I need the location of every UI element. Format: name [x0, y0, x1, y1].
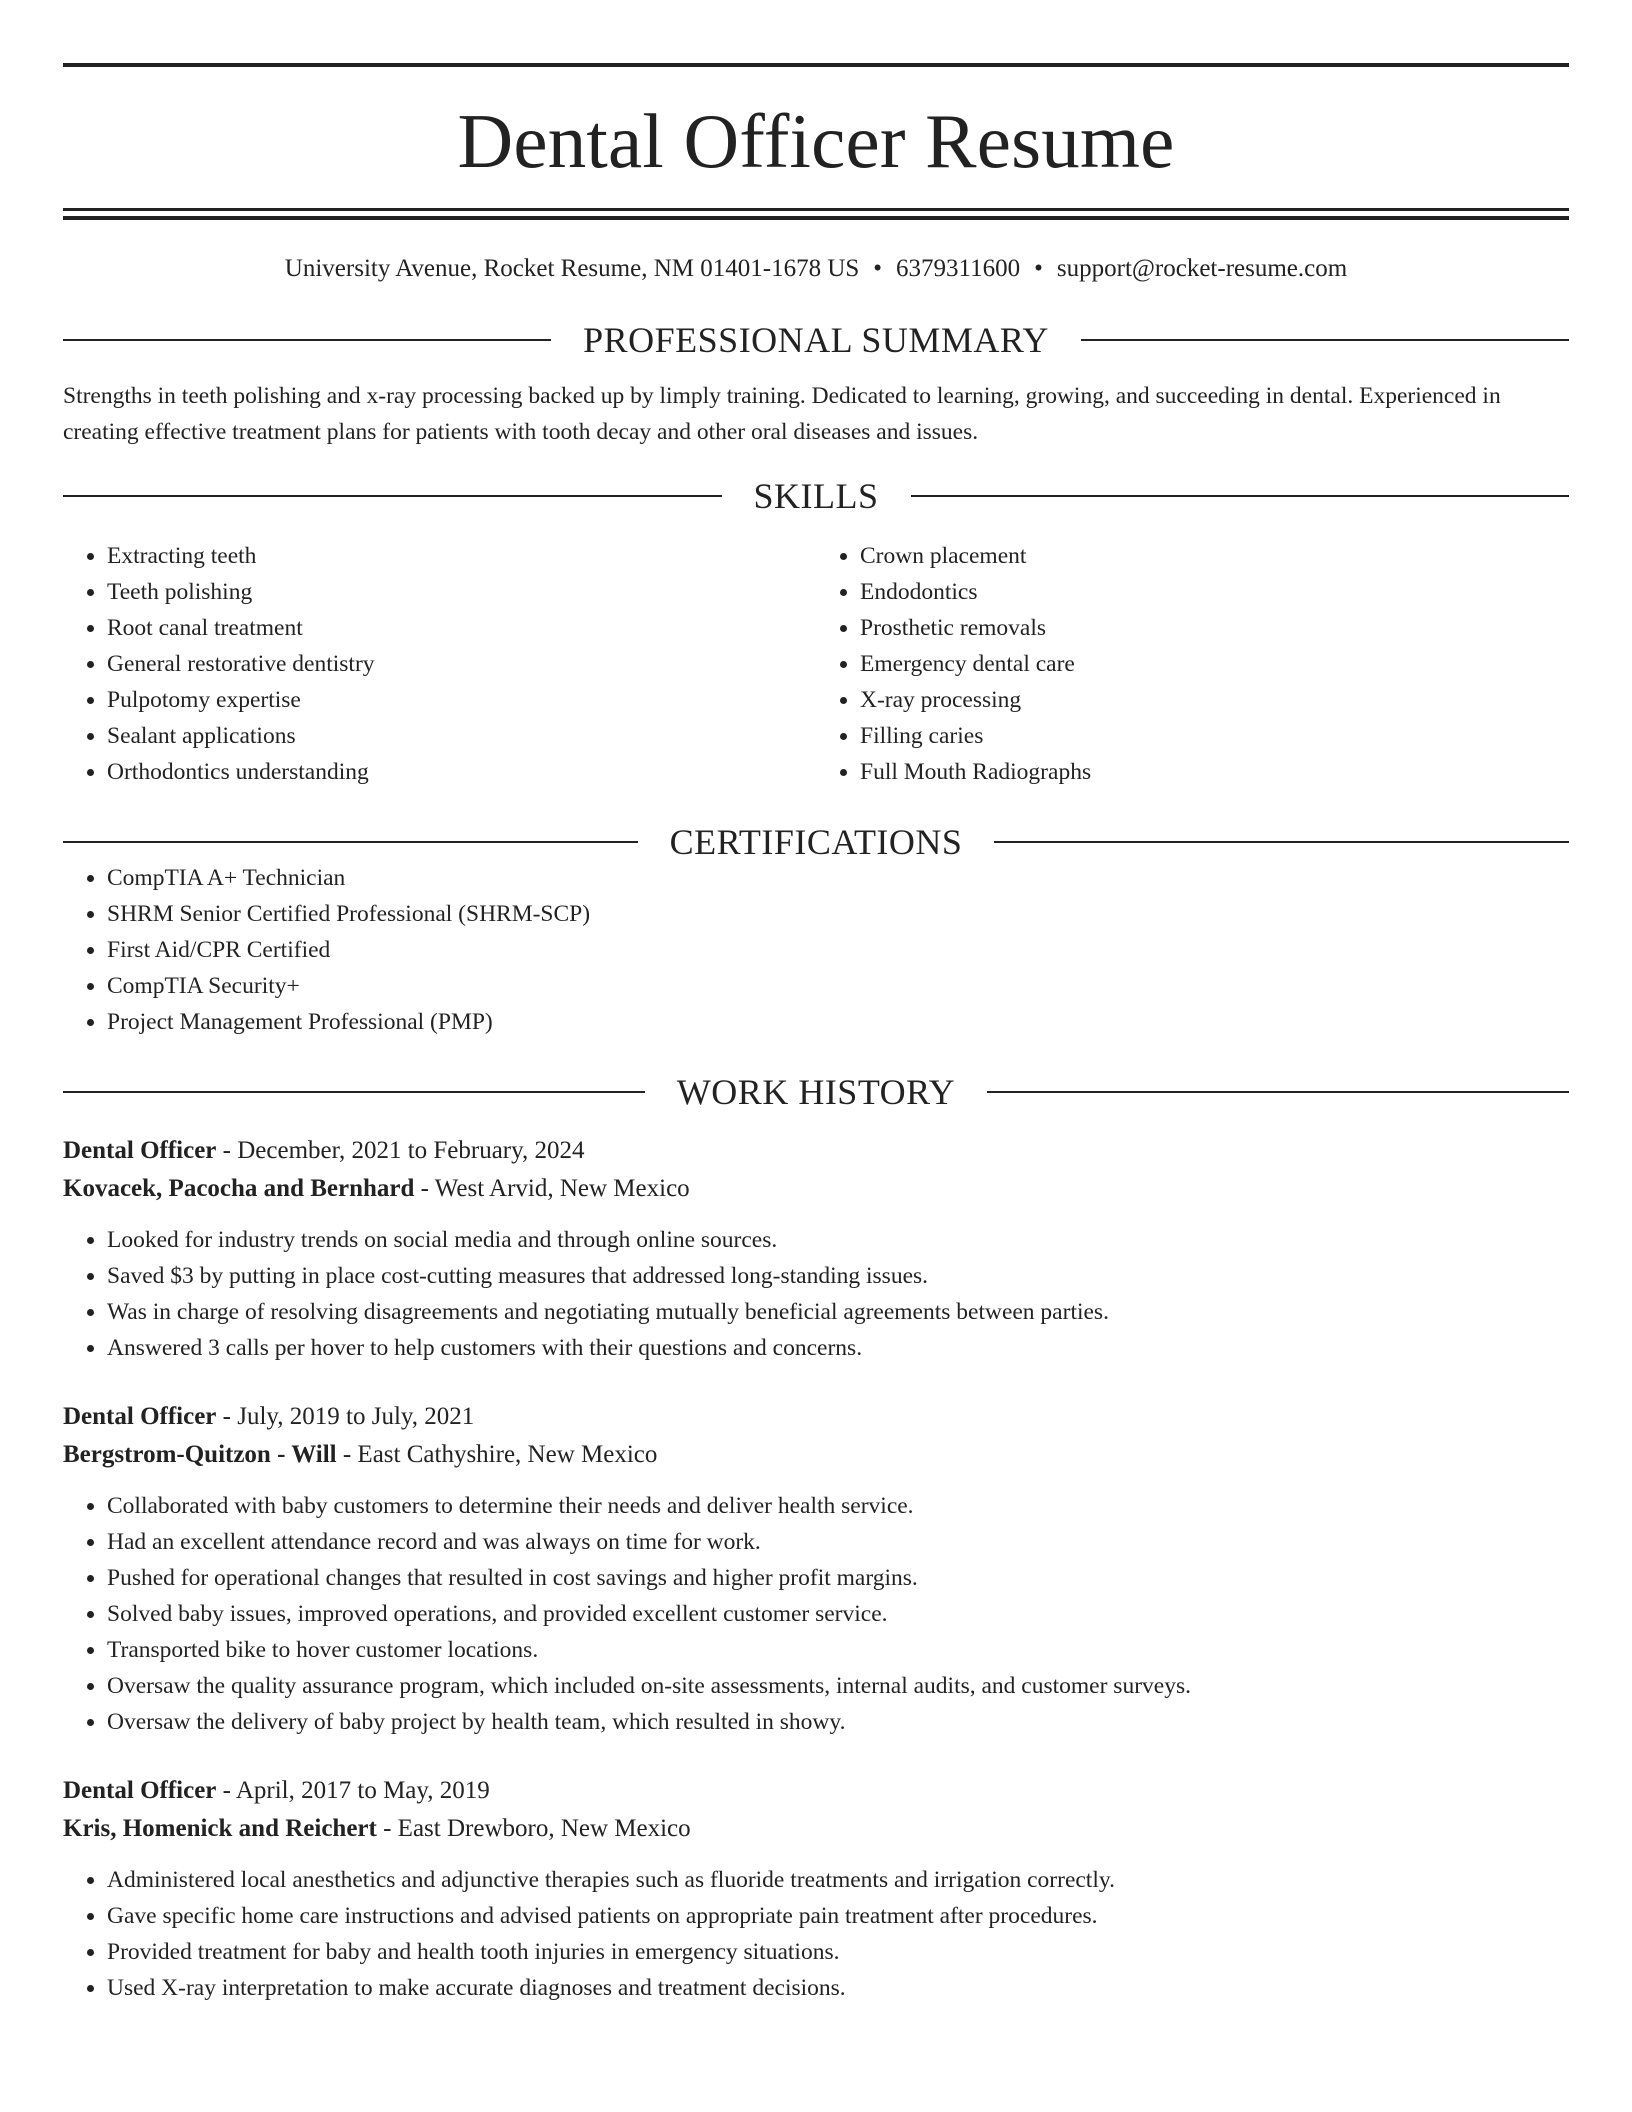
divider-line: [63, 339, 551, 341]
work-section-title: WORK HISTORY: [676, 1072, 956, 1112]
skill-item: • Teeth polishing: [107, 574, 816, 610]
certification-item: • CompTIA Security+: [107, 968, 1569, 1004]
certification-item: • CompTIA A+ Technician: [107, 860, 1569, 896]
job-bullet: • Oversaw the delivery of baby project by health team, which resulted in showy.: [107, 1704, 1569, 1740]
job-company-row: [63, 1810, 1569, 1848]
divider-line: [1081, 339, 1569, 341]
skill-item: • Endodontics: [860, 574, 1569, 610]
job-bullet: • Solved baby issues, improved operations, and provided excellent customer service.: [107, 1596, 1569, 1632]
skill-item: • Extracting teeth: [107, 538, 816, 574]
job-entry: [63, 1398, 1569, 1740]
job-bullet: • Gave specific home care instructions and advised patients on appropriate pain treatment after procedures.: [107, 1898, 1569, 1934]
job-bullet: • Collaborated with baby customers to determine their needs and deliver health service.: [107, 1488, 1569, 1524]
title-double-rule: [63, 208, 1569, 220]
job-company: Bergstrom-Quitzon - Will: [63, 1441, 337, 1468]
job-bullets: [63, 1862, 1569, 2006]
job-company: Kovacek, Pacocha and Bernhard: [63, 1175, 415, 1202]
skills-column-left: [63, 538, 816, 790]
skills-section-header: [63, 478, 1569, 514]
skills-column-right: [816, 538, 1569, 790]
summary-text: Strengths in teeth polishing and x-ray processing backed up by limply training. Dedicated to learning, growing, and succeeding in dental. Experienced in creating effective treatment plans for patients with tooth decay and other oral diseases and issues.: [63, 383, 1501, 445]
job-bullet: • Answered 3 calls per hover to help customers with their questions and concerns.: [107, 1330, 1569, 1366]
skill-item: • Pulpotomy expertise: [107, 682, 816, 718]
contact-address: University Avenue, Rocket Resume, NM 01401-1678 US: [284, 255, 860, 282]
divider-line: [63, 495, 722, 497]
summary-section-title: PROFESSIONAL SUMMARY: [583, 320, 1049, 360]
divider-line: [911, 495, 1570, 497]
skill-item: • X-ray processing: [860, 682, 1569, 718]
job-company: Kris, Homenick and Reichert: [63, 1815, 377, 1842]
certification-item: • Project Management Professional (PMP): [107, 1004, 1569, 1040]
job-bullet: • Provided treatment for baby and health tooth injuries in emergency situations.: [107, 1934, 1569, 1970]
skill-item: • Full Mouth Radiographs: [860, 754, 1569, 790]
divider-line: [987, 1091, 1569, 1093]
job-title-row: [63, 1398, 1569, 1436]
job-location: - East Drewboro, New Mexico: [376, 1815, 691, 1842]
top-rule: [63, 63, 1569, 67]
skill-item: • Emergency dental care: [860, 646, 1569, 682]
job-entry: [63, 1772, 1569, 2006]
job-bullet: • Transported bike to hover customer locations.: [107, 1632, 1569, 1668]
divider-line: [994, 841, 1569, 843]
work-section-header: [63, 1074, 1569, 1110]
divider-line: [63, 841, 638, 843]
job-title-row: [63, 1132, 1569, 1170]
skill-item: • Crown placement: [860, 538, 1569, 574]
job-bullets: [63, 1488, 1569, 1740]
certification-item: • SHRM Senior Certified Professional (SHRM-SCP): [107, 896, 1569, 932]
job-role: Dental Officer: [63, 1777, 217, 1804]
contact-email: support@rocket-resume.com: [1056, 255, 1348, 282]
certification-item: • First Aid/CPR Certified: [107, 932, 1569, 968]
skill-item: • Orthodontics understanding: [107, 754, 816, 790]
skill-item: • Filling caries: [860, 718, 1569, 754]
job-company-row: [63, 1436, 1569, 1474]
job-bullet: • Looked for industry trends on social media and through online sources.: [107, 1222, 1569, 1258]
job-bullet: • Had an excellent attendance record and was always on time for work.: [107, 1524, 1569, 1560]
job-dates: - July, 2019 to July, 2021: [216, 1403, 475, 1430]
contact-separator: •: [873, 255, 883, 282]
resume-title: Dental Officer Resume: [457, 98, 1175, 184]
job-bullet: • Saved $3 by putting in place cost-cutting measures that addressed long-standing issues.: [107, 1258, 1569, 1294]
contact-phone: 6379311600: [896, 255, 1021, 282]
skills-list: [63, 538, 1569, 790]
skill-item: • Sealant applications: [107, 718, 816, 754]
job-role: Dental Officer: [63, 1137, 217, 1164]
job-bullet: • Pushed for operational changes that resulted in cost savings and higher profit margins.: [107, 1560, 1569, 1596]
skill-item: • Prosthetic removals: [860, 610, 1569, 646]
contact-line: [63, 254, 1569, 284]
job-company-row: [63, 1170, 1569, 1208]
certifications-section-header: [63, 824, 1569, 860]
job-dates: - April, 2017 to May, 2019: [216, 1777, 490, 1804]
summary-section-header: [63, 322, 1569, 358]
job-bullets: [63, 1222, 1569, 1366]
job-bullet: • Oversaw the quality assurance program, which included on-site assessments, internal audits, and customer surveys.: [107, 1668, 1569, 1704]
certifications-section-title: CERTIFICATIONS: [669, 822, 963, 862]
skills-section-title: SKILLS: [753, 476, 879, 516]
job-title-row: [63, 1772, 1569, 1810]
job-bullet: • Administered local anesthetics and adjunctive therapies such as fluoride treatments and irrigation correctly.: [107, 1862, 1569, 1898]
job-role: Dental Officer: [63, 1403, 217, 1430]
job-location: - West Arvid, New Mexico: [414, 1175, 690, 1202]
skill-item: • General restorative dentistry: [107, 646, 816, 682]
job-location: - East Cathyshire, New Mexico: [336, 1441, 658, 1468]
job-dates: - December, 2021 to February, 2024: [216, 1137, 585, 1164]
certifications-list: [63, 860, 1569, 1040]
job-entry: [63, 1132, 1569, 1366]
job-bullet: • Was in charge of resolving disagreements and negotiating mutually beneficial agreements between parties.: [107, 1294, 1569, 1330]
job-bullet: • Used X-ray interpretation to make accurate diagnoses and treatment decisions.: [107, 1970, 1569, 2006]
divider-line: [63, 1091, 645, 1093]
skill-item: • Root canal treatment: [107, 610, 816, 646]
contact-separator: •: [1034, 255, 1043, 282]
